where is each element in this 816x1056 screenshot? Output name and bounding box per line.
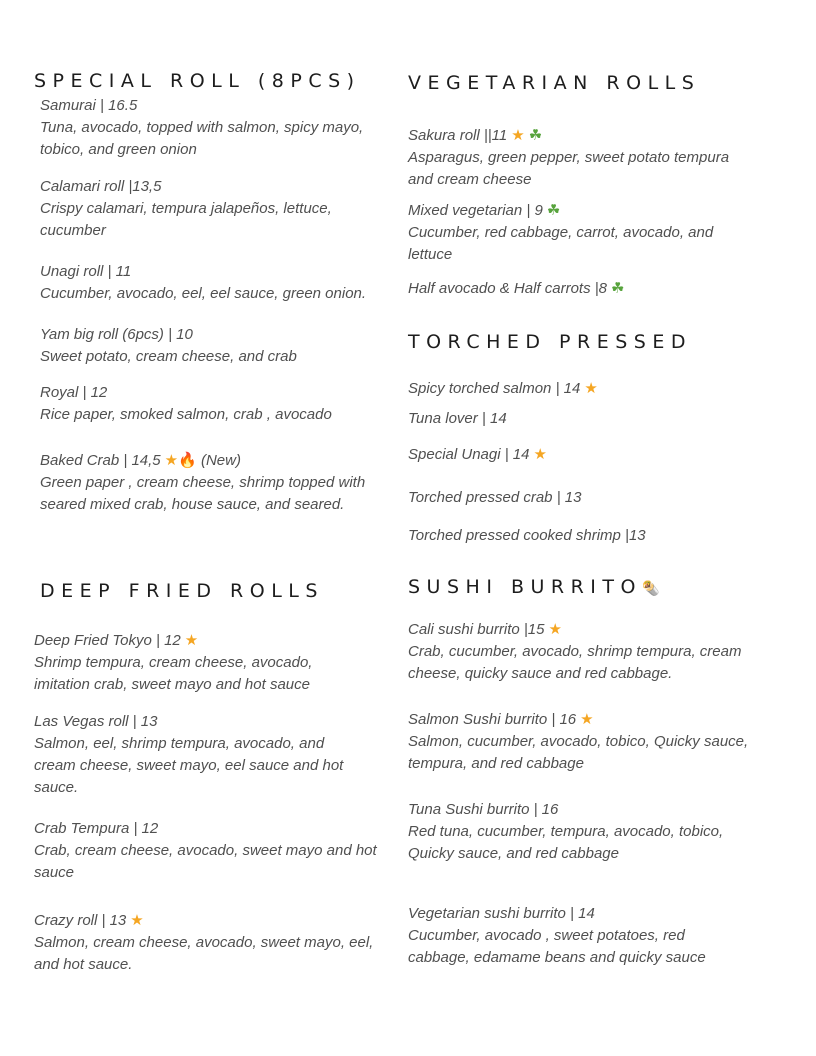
menu-item-cali-sushi-burrito (408, 619, 758, 685)
special-roll-title: SPECIAL ROLL (8PCS) (34, 70, 361, 92)
shamrock-icon: ☘ (546, 202, 561, 219)
item-description: Salmon, eel, shrimp tempura, avocado, and cream cheese, sweet mayo, eel sauce and hot sauce. (34, 735, 344, 796)
item-name: Salmon Sushi burrito | 16 (408, 711, 577, 728)
item-name-row (408, 378, 598, 400)
item-description: Crab, cucumber, avocado, shrimp tempura, cream cheese, quicky sauce and red cabbage. (408, 643, 742, 682)
item-description: Salmon, cream cheese, avocado, sweet mayo, eel, and hot sauce. (34, 934, 374, 973)
item-name: Deep Fried Tokyo | 12 (34, 632, 181, 649)
shamrock-icon: ☘ (528, 127, 543, 144)
torched-pressed-title: TORCHED PRESSED (408, 331, 692, 353)
menu-item-unagi-roll (40, 261, 385, 305)
item-description: Cucumber, avocado, eel, eel sauce, green onion. (40, 285, 367, 302)
menu-item-tuna-lover (408, 408, 507, 430)
menu-item-samurai (40, 95, 385, 161)
menu-item-torched-pressed-cooked-shrimp (408, 525, 646, 547)
shamrock-icon: ☘ (610, 280, 625, 297)
item-description: Asparagus, green pepper, sweet potato tempura and cream cheese (408, 149, 730, 188)
star-icon: ★ (184, 632, 199, 649)
item-name: Samurai | 16.5 (40, 97, 138, 114)
item-name-row (408, 200, 738, 222)
menu-item-spicy-torched-salmon (408, 378, 598, 400)
item-description: Cucumber, red cabbage, carrot, avocado, and lettuce (408, 224, 714, 263)
item-name: Yam big roll (6pcs) | 10 (40, 326, 193, 343)
item-name-row (408, 125, 748, 147)
item-name-row (408, 278, 753, 300)
new-badge: (New) (200, 452, 241, 469)
item-name: Sakura roll ||11 (408, 127, 508, 144)
star-icon: ★ (580, 711, 594, 728)
item-name: Las Vegas roll | 13 (34, 713, 158, 730)
burrito-icon: 🌯 (641, 581, 660, 597)
item-name: Royal | 12 (40, 384, 108, 401)
item-name: Calamari roll |13,5 (40, 178, 162, 195)
item-description: Red tuna, cucumber, tempura, avocado, tobico, Quicky sauce, and red cabbage (408, 823, 724, 862)
item-description: Crispy calamari, tempura jalapeños, lettuce, cucumber (40, 200, 332, 239)
item-name: Cali sushi burrito |15 (408, 621, 545, 638)
item-name: Torched pressed cooked shrimp |13 (408, 527, 646, 544)
menu-item-crab-tempura (34, 818, 384, 884)
item-name-row (34, 630, 344, 652)
item-name: Special Unagi | 14 (408, 446, 530, 463)
menu-item-baked-crab (40, 450, 380, 516)
menu-item-torched-pressed-crab (408, 487, 581, 509)
deep-fried-rolls-title: DEEP FRIED ROLLS (40, 580, 324, 602)
item-name: Mixed vegetarian | 9 (408, 202, 543, 219)
item-name: Tuna lover | 14 (408, 410, 507, 427)
menu-item-deep-fried-tokyo (34, 630, 344, 696)
menu-item-las-vegas-roll (34, 711, 354, 799)
item-name: Crazy roll | 13 (34, 912, 127, 929)
star-icon: ★ (584, 380, 598, 397)
section-title-text: SUSHI BURRITO (408, 576, 642, 598)
item-name-row (408, 444, 547, 466)
menu-item-vegetarian-sushi-burrito (408, 903, 728, 969)
item-name: Vegetarian sushi burrito | 14 (408, 905, 595, 922)
fire-icon: 🔥 (178, 452, 197, 469)
menu-item-sakura-roll (408, 125, 748, 191)
vegetarian-rolls-title: VEGETARIAN ROLLS (408, 72, 701, 94)
menu-item-mixed-vegetarian (408, 200, 738, 266)
item-description: Sweet potato, cream cheese, and crab (40, 348, 297, 365)
star-icon: ★ (164, 452, 179, 469)
item-name: Spicy torched salmon | 14 (408, 380, 581, 397)
menu-item-calamari-roll (40, 176, 370, 242)
item-description: Tuna, avocado, topped with salmon, spicy mayo, tobico, and green onion (40, 119, 364, 158)
star-icon: ★ (511, 127, 525, 144)
menu-item-special-unagi (408, 444, 547, 466)
sushi-burrito-title (408, 576, 659, 598)
item-name-row (34, 910, 379, 932)
item-name: Crab Tempura | 12 (34, 820, 159, 837)
star-icon: ★ (548, 621, 562, 638)
item-description: Rice paper, smoked salmon, crab , avocado (40, 406, 332, 423)
menu-item-half-avocado-half-carrots (408, 278, 753, 300)
item-name-row (408, 619, 758, 641)
item-name-row (40, 450, 380, 472)
item-name: Unagi roll | 11 (40, 263, 132, 280)
item-name: Torched pressed crab | 13 (408, 489, 582, 506)
item-name: Baked Crab | 14,5 (40, 452, 161, 469)
star-icon: ★ (130, 912, 144, 929)
menu-item-yam-big-roll (40, 324, 385, 368)
item-description: Salmon, cucumber, avocado, tobico, Quicky sauce, tempura, and red cabbage (408, 733, 749, 772)
menu-item-salmon-sushi-burrito (408, 709, 758, 775)
item-description: Cucumber, avocado , sweet potatoes, red cabbage, edamame beans and quicky sauce (408, 927, 706, 966)
star-icon: ★ (533, 446, 547, 463)
menu-item-royal (40, 382, 385, 426)
menu-item-tuna-sushi-burrito (408, 799, 743, 865)
item-name: Half avocado & Half carrots |8 (408, 280, 607, 297)
menu-item-crazy-roll (34, 910, 379, 976)
item-description: Green paper , cream cheese, shrimp topped with seared mixed crab, house sauce, and seared. (40, 474, 366, 513)
item-name: Tuna Sushi burrito | 16 (408, 801, 559, 818)
item-name-row (408, 709, 758, 731)
item-description: Crab, cream cheese, avocado, sweet mayo and hot sauce (34, 842, 377, 881)
item-description: Shrimp tempura, cream cheese, avocado, imitation crab, sweet mayo and hot sauce (34, 654, 313, 693)
